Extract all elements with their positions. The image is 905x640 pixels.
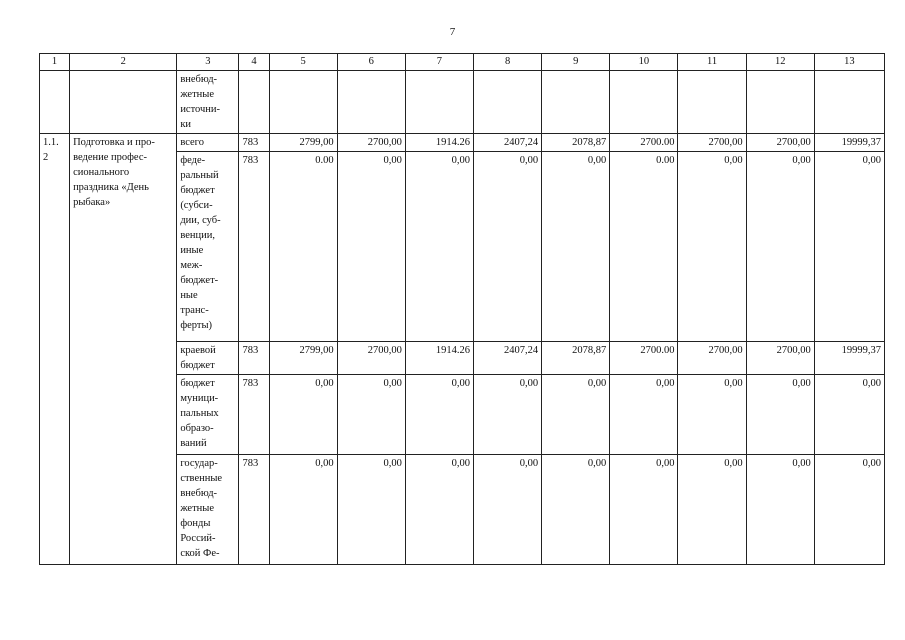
column-header-13: 13 <box>814 54 884 71</box>
value-cell: 0,00 <box>405 455 473 565</box>
item-index: 1.1. 2 <box>40 134 70 565</box>
value-cell: 2078,87 <box>542 134 610 152</box>
value-cell: 2700,00 <box>337 134 405 152</box>
value-cell: 0,00 <box>746 455 814 565</box>
value-cell: 2700.00 <box>610 134 678 152</box>
column-header-12: 12 <box>746 54 814 71</box>
column-header-8: 8 <box>473 54 541 71</box>
code-cell: 783 <box>239 134 269 152</box>
cell-empty <box>40 71 70 134</box>
code-cell: 783 <box>239 455 269 565</box>
value-cell: 0,00 <box>269 375 337 455</box>
value-cell: 2700,00 <box>678 342 746 375</box>
source-cell: феде- ральный бюджет (субси- дии, суб- венции, иные меж- бюджет- ные транс- ферты) <box>177 152 239 342</box>
value-cell: 0,00 <box>473 152 541 342</box>
code-cell: 783 <box>239 152 269 342</box>
cell-empty <box>239 71 269 134</box>
column-header-11: 11 <box>678 54 746 71</box>
source-cell: государ- ственные внебюд- жетные фонды Россий- ской Фе- <box>177 455 239 565</box>
value-cell: 19999,37 <box>814 342 884 375</box>
value-cell: 2700.00 <box>610 342 678 375</box>
cell-empty <box>269 71 337 134</box>
table-header-row <box>40 54 885 71</box>
column-header-9: 9 <box>542 54 610 71</box>
table-row-carryover <box>40 71 885 134</box>
source-cell: краевой бюджет <box>177 342 239 375</box>
cell-empty <box>814 71 884 134</box>
cell-empty <box>70 71 177 134</box>
column-header-2: 2 <box>70 54 177 71</box>
column-header-3: 3 <box>177 54 239 71</box>
column-header-7: 7 <box>405 54 473 71</box>
value-cell: 0,00 <box>610 455 678 565</box>
value-cell: 2700,00 <box>337 342 405 375</box>
value-cell: 1914.26 <box>405 134 473 152</box>
value-cell: 0,00 <box>814 375 884 455</box>
value-cell: 0,00 <box>678 152 746 342</box>
value-cell: 0,00 <box>542 375 610 455</box>
value-cell: 0,00 <box>746 375 814 455</box>
column-header-1: 1 <box>40 54 70 71</box>
value-cell: 0,00 <box>473 455 541 565</box>
value-cell: 2700,00 <box>678 134 746 152</box>
value-cell: 2799,00 <box>269 134 337 152</box>
value-cell: 0.00 <box>269 152 337 342</box>
value-cell: 2700,00 <box>746 134 814 152</box>
value-cell: 0,00 <box>678 455 746 565</box>
value-cell: 0,00 <box>405 375 473 455</box>
source-cell: всего <box>177 134 239 152</box>
value-cell: 0,00 <box>610 375 678 455</box>
value-cell: 0,00 <box>678 375 746 455</box>
value-cell: 0,00 <box>337 375 405 455</box>
source-cell: внебюд- жетные источни- ки <box>177 71 239 134</box>
page-number: 7 <box>449 26 456 38</box>
column-header-5: 5 <box>269 54 337 71</box>
value-cell: 0,00 <box>746 152 814 342</box>
value-cell: 0,00 <box>542 152 610 342</box>
code-cell: 783 <box>239 375 269 455</box>
cell-empty <box>746 71 814 134</box>
item-name: Подготовка и про- ведение профес- сионального праздника «День рыбака» <box>70 134 177 565</box>
column-header-6: 6 <box>337 54 405 71</box>
code-cell: 783 <box>239 342 269 375</box>
value-cell: 0,00 <box>473 375 541 455</box>
value-cell: 19999,37 <box>814 134 884 152</box>
value-cell: 2407,24 <box>473 342 541 375</box>
value-cell: 0,00 <box>814 152 884 342</box>
value-cell: 2078,87 <box>542 342 610 375</box>
value-cell: 2700,00 <box>746 342 814 375</box>
value-cell: 0,00 <box>337 455 405 565</box>
value-cell: 2799,00 <box>269 342 337 375</box>
value-cell: 0,00 <box>405 152 473 342</box>
cell-empty <box>405 71 473 134</box>
value-cell: 0,00 <box>337 152 405 342</box>
source-cell: бюджет муници- пальных образо- ваний <box>177 375 239 455</box>
cell-empty <box>473 71 541 134</box>
column-header-4: 4 <box>239 54 269 71</box>
value-cell: 0,00 <box>269 455 337 565</box>
cell-empty <box>678 71 746 134</box>
column-header-10: 10 <box>610 54 678 71</box>
budget-table <box>39 53 885 565</box>
table-row <box>40 134 885 152</box>
cell-empty <box>610 71 678 134</box>
value-cell: 0,00 <box>814 455 884 565</box>
value-cell: 0.00 <box>610 152 678 342</box>
value-cell: 1914.26 <box>405 342 473 375</box>
cell-empty <box>542 71 610 134</box>
cell-empty <box>337 71 405 134</box>
value-cell: 0,00 <box>542 455 610 565</box>
value-cell: 2407,24 <box>473 134 541 152</box>
